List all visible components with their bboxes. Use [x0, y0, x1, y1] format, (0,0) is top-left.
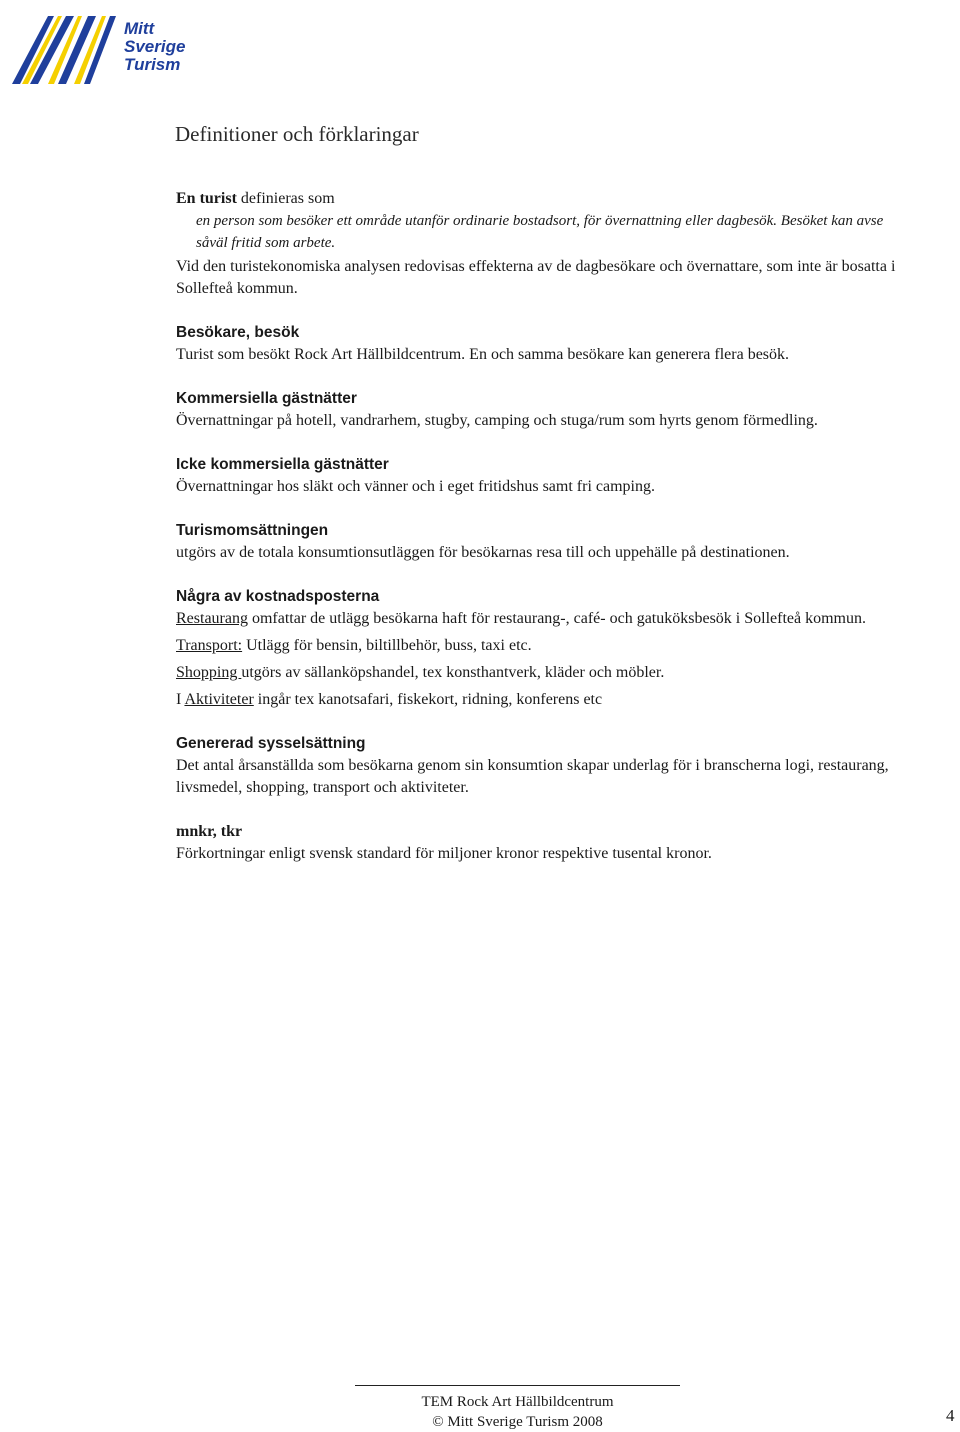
definition-italic: en person som besöker ett område utanför ordinarie bostadsort, för övernattning eller dagbesök. Besöket kan avse såväl fritid som arbete.: [196, 213, 884, 251]
shopping-item: Shopping utgörs av sällanköpshandel, tex konsthantverk, kläder och möbler.: [176, 664, 665, 681]
heading-mnkr: mnkr, tkr: [176, 823, 243, 840]
footer-copyright: © Mitt Sverige Turism 2008: [432, 1414, 603, 1430]
heading-kostnadsposter: Några av kostnadsposterna: [176, 588, 380, 605]
logo: [8, 8, 198, 92]
section-turismomsattning: [176, 520, 916, 564]
page-title: Definitioner och förklaringar: [175, 122, 419, 146]
section-besokare: [176, 322, 916, 366]
document-body: [176, 188, 916, 865]
section-sysselsattning: [176, 733, 916, 799]
sysselsattning-text: Det antal årsanställda som besökarna genom sin konsumtion skapar underlag för i branscherna logi, restaurang, livsmedel, shopping, transport och aktiviteter.: [176, 757, 889, 796]
term-turist: En turist: [176, 190, 237, 207]
footer-document-title: TEM Rock Art Hällbildcentrum: [421, 1394, 614, 1410]
turist-text: Vid den turistekonomiska analysen redovisas effekterna av de dagbesökare och övernattare, som inte är bosatta i Sollefteå kommun.: [176, 258, 896, 297]
heading-sysselsattning: Genererad sysselsättning: [176, 735, 366, 752]
mnkr-text: Förkortningar enligt svensk standard för miljoner kronor respektive tusental kronor.: [176, 845, 712, 862]
heading-kommersiella: Kommersiella gästnätter: [176, 390, 357, 407]
section-mnkr: [176, 821, 916, 865]
page-number: 4: [946, 1406, 955, 1425]
icke-text: Övernattningar hos släkt och vänner och i eget fritidshus samt fri camping.: [176, 478, 655, 495]
heading-turismomsattning: Turismomsättningen: [176, 522, 329, 539]
restaurang-item: Restaurang omfattar de utlägg besökarna haft för restaurang-, café- och gatuköksbesök i Sollefteå kommun.: [176, 610, 866, 627]
heading-icke-kommersiella: Icke kommersiella gästnätter: [176, 456, 389, 473]
section-kostnadsposter: [176, 586, 916, 711]
besokare-text: Turist som besökt Rock Art Hällbildcentrum. En och samma besökare kan generera flera besök.: [176, 346, 790, 363]
logo-wordmark: Mitt Sverige Turism: [124, 19, 186, 74]
transport-item: Transport: Utlägg för bensin, biltillbehör, buss, taxi etc.: [176, 637, 532, 654]
aktiviteter-item: I Aktiviteter ingår tex kanotsafari, fiskekort, ridning, konferens etc: [176, 691, 603, 708]
section-kommersiella: [176, 388, 916, 432]
turismomsattning-text: utgörs av de totala konsumtionsutläggen för besökarnas resa till och uppehälle på destinationen.: [176, 544, 790, 561]
page-footer: [355, 1385, 680, 1432]
heading-besokare: Besökare, besök: [176, 324, 300, 341]
kommersiella-text: Övernattningar på hotell, vandrarhem, stugby, camping och stuga/rum som hyrts genom förmedling.: [176, 412, 818, 429]
section-turist: En turist definieras som en person som besöker ett område utanför ordinarie bostadsort, för övernattning eller dagbesök. Besöket kan avse såväl fritid som arbete. Vid den turistekonomiska analysen redovisas effekterna av de dagbesökare och övernattare, som inte är bosatta i Sollefteå kommun.: [176, 188, 916, 300]
section-icke-kommersiella: [176, 454, 916, 498]
